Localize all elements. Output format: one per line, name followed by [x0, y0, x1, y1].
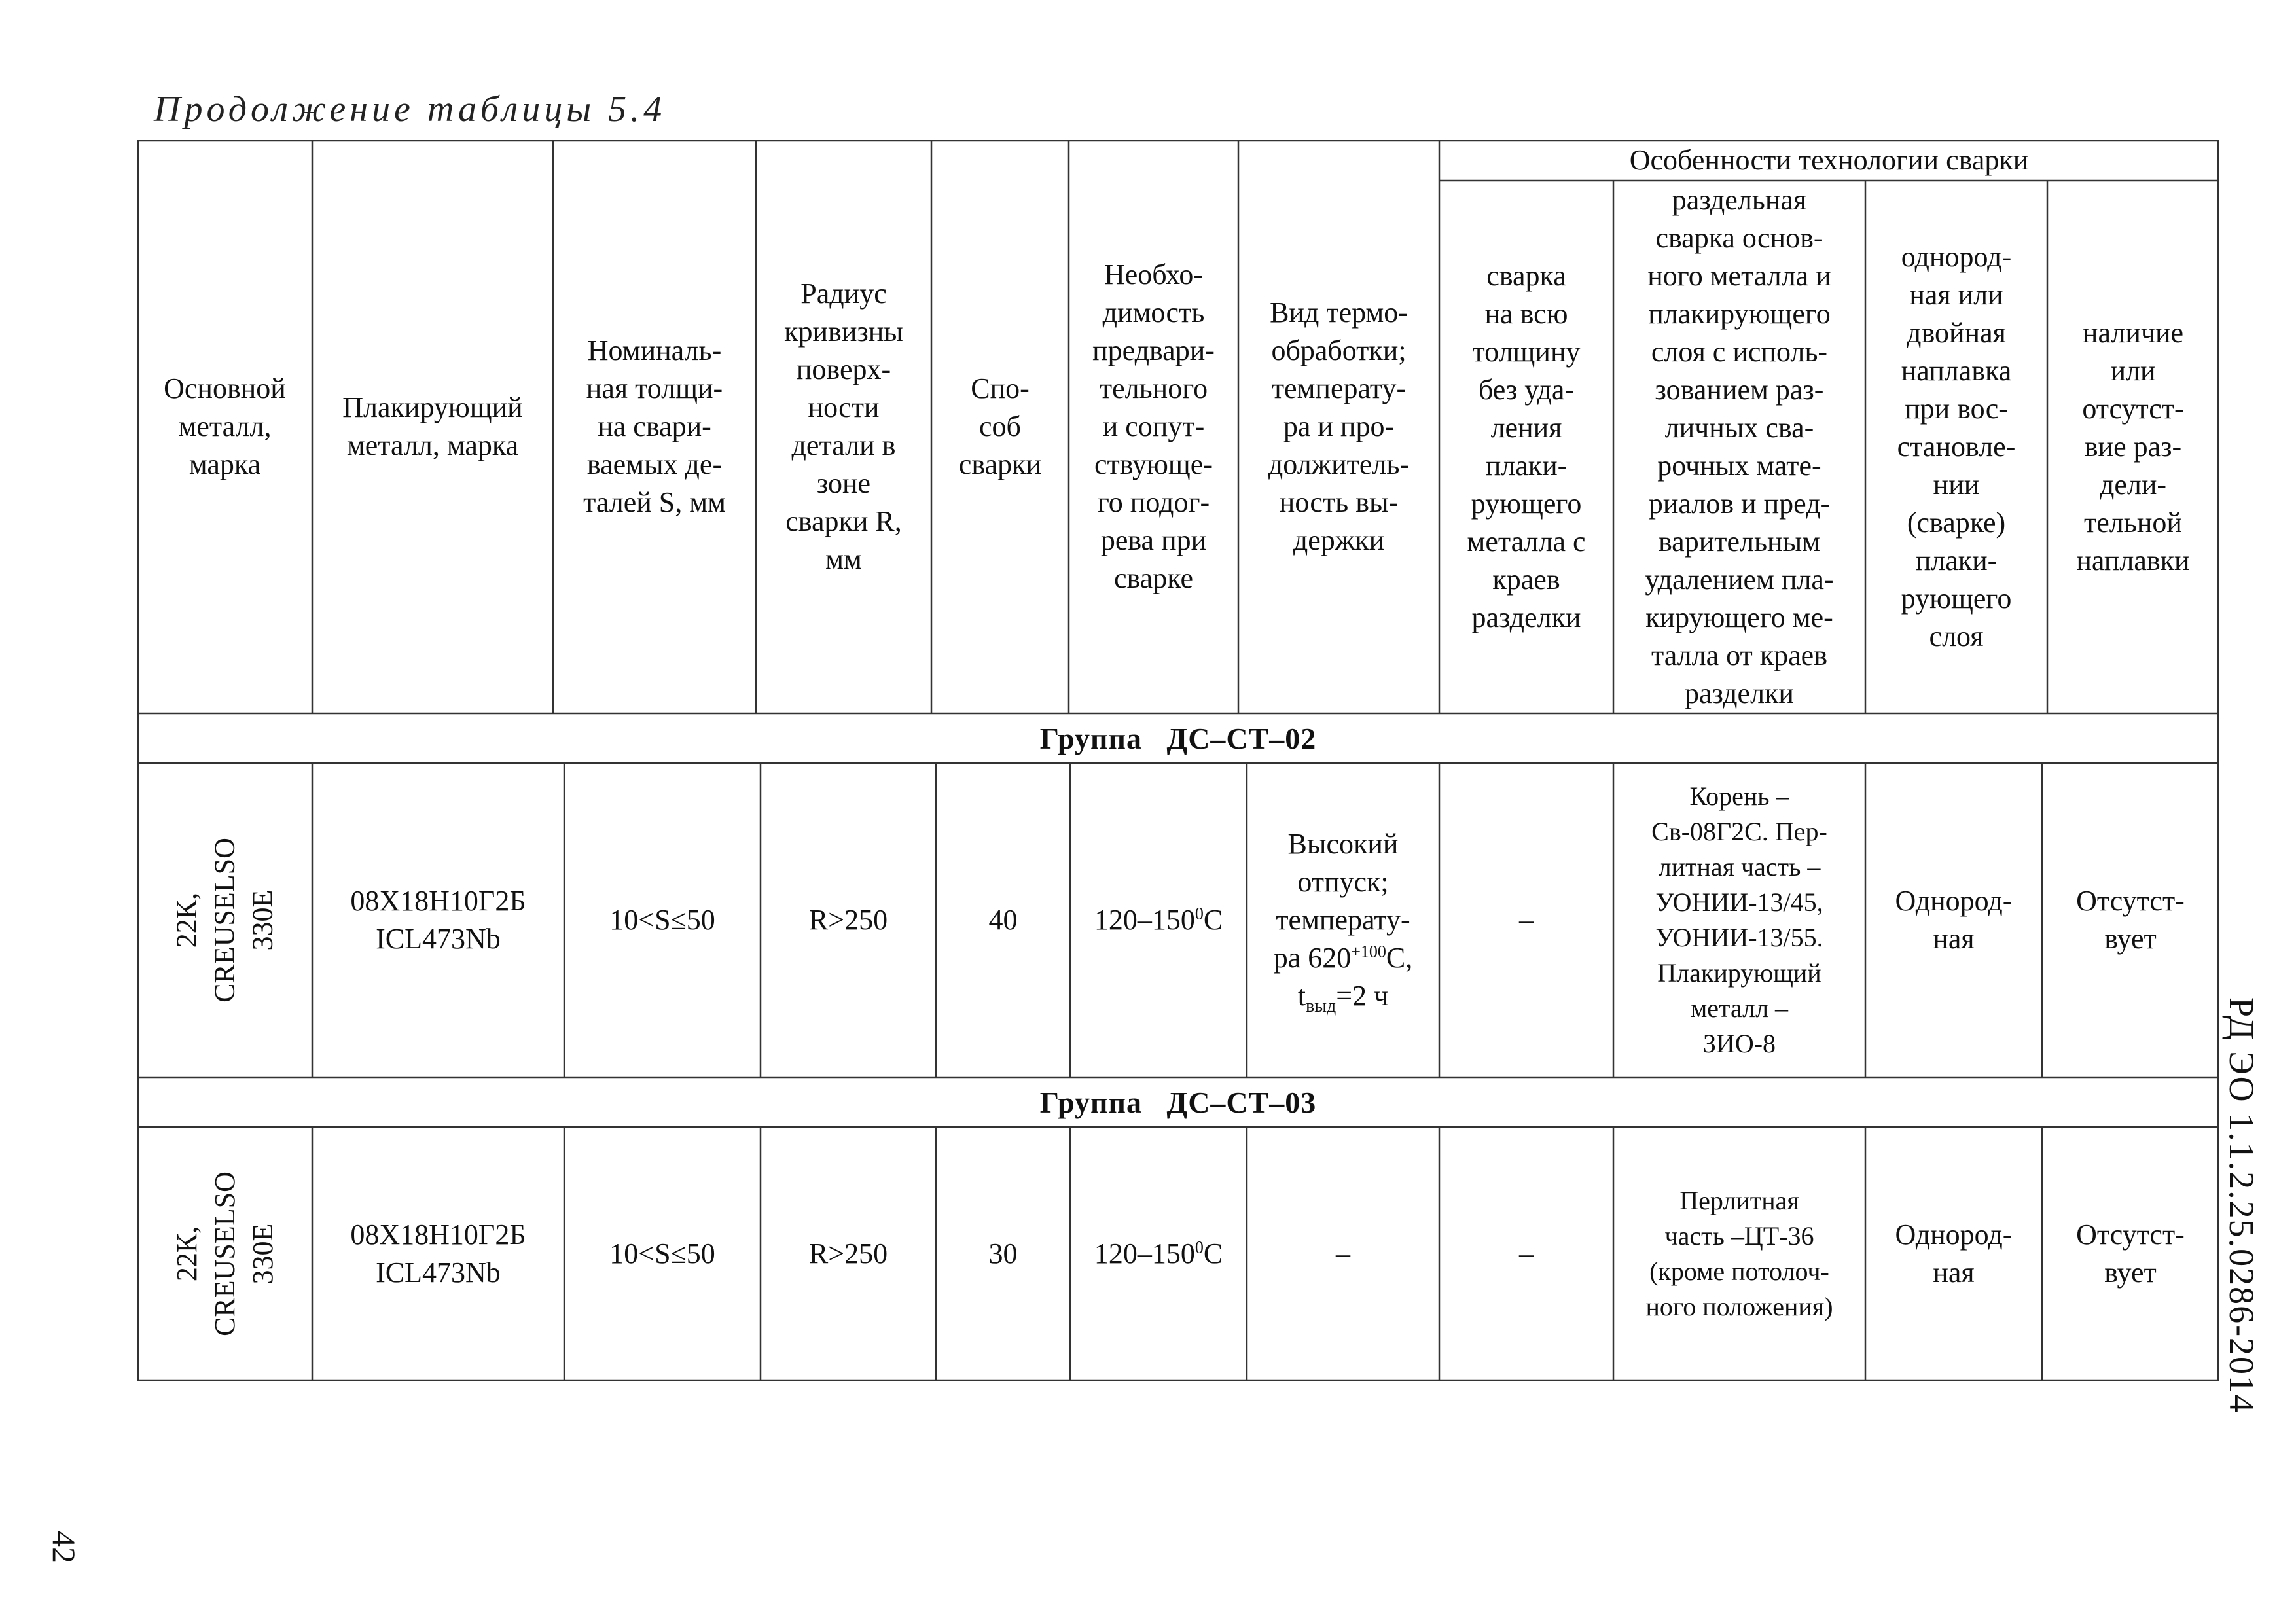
- row1-method: 40: [988, 904, 1018, 936]
- header-heat-treatment: Вид термо- обработки; температу- ра и про- должитель- ность вы- держки: [1268, 296, 1410, 556]
- row1-full-thickness: –: [1519, 904, 1534, 936]
- welding-table: [137, 140, 2219, 1381]
- header-technology-group: Особенности технологии сварки: [1629, 144, 2029, 176]
- row1-heat-treatment: Высокий отпуск; температу- ра $620^{+100}С$, $t_{выд}=2$ ч: [1273, 828, 1413, 1016]
- row2-clad-metal: 08Х18Н10Г2Б ICL473Nb: [350, 1219, 526, 1289]
- header-preheat: Необхо- димость предвари- тельного и сопут- ствующе- го подог- рева при сварке: [1092, 259, 1215, 594]
- header-clad-metal: Плакирующий металл, марка: [342, 391, 523, 461]
- row2-overlay-type: Однород- ная: [1895, 1219, 2013, 1289]
- header-separate-welding: раздельная сварка основ- ного металла и плакирующего слоя с исполь- зованием раз- личных сва- рочных мате- риалов и пред- варительным удалением пла- кирующего ме- талла от краев разделки: [1645, 184, 1834, 709]
- row1-separate-welding: Корень – Св-08Г2С. Пер- литная часть – УОНИИ-13/45, УОНИИ-13/55. Плакирующий металл – ЗИО-8: [1651, 781, 1827, 1058]
- table-caption: Продолжение таблицы 5.4: [154, 89, 666, 130]
- row2-preheat: $120-150^0С$: [1094, 1238, 1223, 1270]
- row1-separate-overlay: Отсутст- вует: [2076, 885, 2185, 955]
- group-title-dc-st-03: Группа ДС–СТ–03: [1039, 1085, 1317, 1119]
- row1-base-metal: 22К, CREUSELSO 330E: [170, 838, 279, 1003]
- row1-overlay-type: Однород- ная: [1895, 885, 2013, 955]
- row2-separate-welding: Перлитная часть –ЦТ-36 (кроме потолоч- ного положения): [1645, 1186, 1833, 1321]
- page-number: 42: [46, 1531, 82, 1563]
- row1-radius: R>250: [808, 904, 888, 936]
- row2-separate-overlay: Отсутст- вует: [2076, 1219, 2185, 1289]
- row2-base-metal: 22К, CREUSELSO 330E: [170, 1171, 279, 1336]
- header-overlay-type: однород- ная или двойная наплавка при вос- становле- нии (сварке) плаки- рующего слоя: [1897, 241, 2016, 652]
- row2-method: 30: [988, 1238, 1018, 1270]
- row2-heat-treatment: –: [1336, 1238, 1350, 1270]
- row2-radius: R>250: [808, 1238, 888, 1270]
- header-radius: Радиус кривизны поверх- ности детали в зоне сварки R, мм: [784, 277, 903, 575]
- row1-clad-metal: 08Х18Н10Г2Б ICL473Nb: [350, 885, 526, 955]
- header-separate-overlay: наличие или отсутст- вие раз- дели- тельной наплавки: [2076, 317, 2190, 577]
- header-base-metal: Основной металл, марка: [164, 372, 286, 480]
- group-title-dc-st-02: Группа ДС–СТ–02: [1039, 721, 1317, 755]
- document-code: РД ЭО 1.1.2.25.0286-2014: [2222, 997, 2261, 1414]
- header-method: Спо- соб сварки: [958, 372, 1042, 480]
- header-full-thickness: сварка на всю толщину без уда- ления плаки- рующего металла с краев разделки: [1467, 260, 1586, 633]
- row1-thickness: 10<S≤50: [609, 904, 715, 936]
- row2-full-thickness: –: [1519, 1238, 1534, 1270]
- row2-thickness: 10<S≤50: [609, 1238, 715, 1270]
- row1-preheat: $120-150^0С$: [1094, 904, 1223, 936]
- header-thickness: Номиналь- ная толщи- на свари- ваемых де- талей S, мм: [583, 334, 726, 518]
